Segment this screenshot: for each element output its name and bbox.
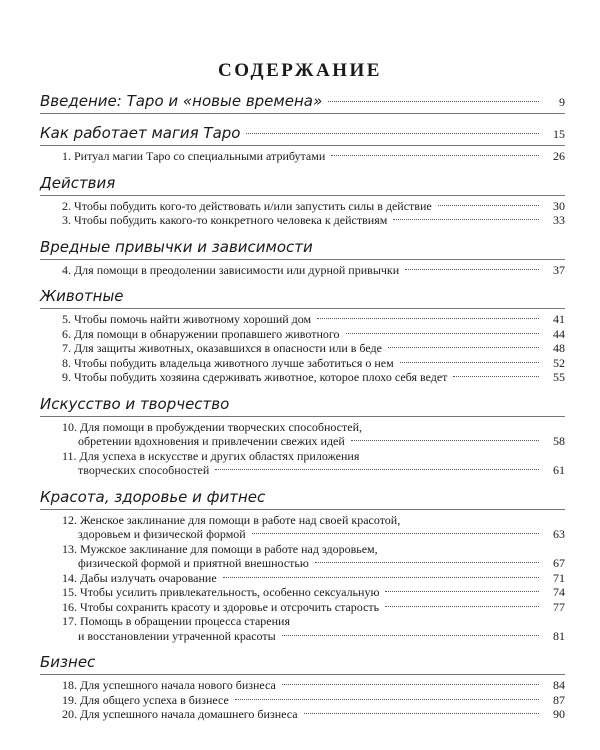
section-heading[interactable] (40, 284, 565, 308)
toc-entry[interactable] (40, 341, 565, 356)
entry-page-number: 87 (553, 692, 565, 707)
entry-label: 13. Мужское заклинание для помощи в работе над здоровьем, (62, 541, 378, 556)
dot-leader (235, 699, 539, 700)
toc-entry[interactable] (40, 199, 565, 214)
entry-page-number: 26 (553, 149, 565, 163)
entry-page-number: 44 (553, 326, 565, 341)
dot-leader (331, 155, 539, 156)
toc-entry[interactable] (40, 614, 565, 643)
section-heading-label: Как работает магия Таро (40, 124, 241, 142)
entry-page-number: 30 (553, 198, 565, 213)
section-heading[interactable] (40, 392, 565, 416)
entry-label: 20. Для успешного начала домашнего бизнеса (62, 707, 298, 721)
toc-section (40, 121, 565, 164)
entry-label: 14. Дабы излучать очарование (62, 570, 217, 585)
entry-label: 10. Для помощи в пробуждении творческих способностей, (62, 419, 362, 434)
toc-section (40, 235, 565, 278)
dot-leader (388, 347, 539, 348)
entry-page-number: 61 (553, 463, 565, 477)
section-heading-label: Действия (40, 173, 116, 192)
dot-leader (282, 635, 539, 636)
entry-page-number: 52 (553, 355, 565, 370)
entry-label: 12. Женское заклинание для помощи в работе над своей красотой, (62, 512, 401, 527)
toc-entry[interactable] (40, 585, 565, 600)
toc-entry[interactable] (40, 370, 565, 385)
section-heading-label: Вредные привычки и зависимости (40, 237, 313, 256)
entry-label: 15. Чтобы усилить привлекательность, особенно сексуальную (62, 585, 380, 599)
dot-leader (385, 606, 539, 607)
entry-line (62, 312, 565, 327)
toc-entry[interactable] (40, 513, 565, 542)
entry-line (62, 263, 565, 278)
toc-entry[interactable] (40, 420, 565, 449)
entry-line (62, 149, 565, 164)
entry-line (62, 341, 565, 356)
entry-line (62, 693, 565, 708)
dot-leader (328, 101, 539, 102)
dot-leader (385, 591, 539, 592)
dot-leader (438, 205, 539, 206)
entry-label: 4. Для помощи в преодолении зависимости или дурной привычки (62, 262, 400, 277)
entry-label: обретении вдохновения и привлечении свежих идей (78, 434, 345, 448)
entry-label: здоровьем и физической формой (78, 527, 246, 541)
toc-section (40, 284, 565, 385)
entry-label: 11. Для успеха в искусстве и других областях приложения (62, 448, 360, 463)
section-heading[interactable] (40, 485, 565, 509)
entry-label: 7. Для защиты животных, оказавшихся в опасности или в беде (62, 341, 382, 355)
entry-page-number: 74 (553, 585, 565, 599)
toc-section (40, 171, 565, 228)
toc-entry[interactable] (40, 693, 565, 708)
toc-entry[interactable] (40, 312, 565, 327)
entry-line (62, 542, 565, 557)
dot-leader (405, 269, 539, 270)
entry-page-number: 81 (553, 628, 565, 643)
dot-leader (223, 577, 539, 578)
entry-page-number: 63 (553, 527, 565, 541)
section-heading-label: Красота, здоровье и фитнес (40, 487, 266, 506)
entry-line (62, 571, 565, 586)
entry-line (62, 449, 565, 464)
toc-entry[interactable] (40, 707, 565, 722)
entry-page-number: 37 (553, 262, 565, 277)
section-rule (40, 416, 565, 417)
toc-entry[interactable] (40, 542, 565, 571)
section-heading-label: Искусство и творчество (40, 394, 230, 413)
entry-line (62, 629, 565, 644)
toc-entry[interactable] (40, 263, 565, 278)
entry-label: 19. Для общего успеха в бизнесе (62, 692, 229, 707)
section-heading[interactable] (40, 235, 565, 259)
dot-leader (315, 562, 539, 563)
section-heading[interactable] (40, 121, 565, 145)
toc-section (40, 392, 565, 478)
entry-page-number: 55 (553, 370, 565, 384)
section-heading[interactable] (40, 171, 565, 195)
entry-line (62, 527, 565, 542)
entry-page-number: 48 (553, 341, 565, 355)
entry-label: 9. Чтобы побудить хозяина сдерживать животное, которое плохо себя ведет (62, 370, 448, 384)
toc-entry[interactable] (40, 600, 565, 615)
section-rule (40, 308, 565, 309)
toc-entry[interactable] (40, 149, 565, 164)
entry-line (62, 585, 565, 600)
entry-line (62, 420, 565, 435)
section-page-number: 15 (553, 127, 565, 141)
entry-line (62, 513, 565, 528)
entry-line (62, 600, 565, 615)
dot-leader (453, 376, 539, 377)
entry-label: 17. Помощь в обращении процесса старения (62, 614, 290, 628)
entry-line (62, 707, 565, 722)
section-heading-label: Животные (40, 287, 124, 305)
entry-page-number: 77 (553, 599, 565, 614)
entry-label: и восстановлении утраченной красоты (78, 628, 276, 643)
entry-label: 3. Чтобы побудить какого-то конкретного человека к действиям (62, 213, 388, 227)
entry-page-number: 90 (553, 707, 565, 721)
entry-line (62, 678, 565, 693)
section-rule (40, 195, 565, 196)
toc-entry[interactable] (40, 327, 565, 342)
entry-line (62, 556, 565, 571)
toc-entry[interactable] (40, 571, 565, 586)
section-heading[interactable] (40, 650, 565, 674)
section-rule (40, 509, 565, 510)
dot-leader (215, 469, 539, 470)
dot-leader (317, 318, 539, 319)
section-rule (40, 145, 565, 146)
entry-label: 16. Чтобы сохранить красоту и здоровье и отсрочить старость (62, 599, 380, 614)
dot-leader (246, 133, 539, 134)
entry-label: 1. Ритуал магии Таро со специальными атрибутами (62, 149, 326, 163)
entry-label: 5. Чтобы помочь найти животному хороший дом (62, 312, 312, 326)
dot-leader (304, 713, 539, 714)
toc-entry[interactable] (40, 213, 565, 228)
section-heading-label: Введение: Таро и «новые времена» (40, 92, 323, 110)
entry-label: 8. Чтобы побудить владельца животного лучше заботиться о нем (62, 355, 394, 370)
section-rule (40, 259, 565, 260)
entry-line (62, 213, 565, 228)
entry-label: 2. Чтобы побудить кого-то действовать и/или запустить силы в действие (62, 198, 432, 213)
entry-line (62, 356, 565, 371)
entry-label: 18. Для успешного начала нового бизнеса (62, 678, 276, 692)
toc-section (40, 485, 565, 644)
entry-line (62, 434, 565, 449)
entry-line (62, 199, 565, 214)
page-title: СОДЕРЖАНИЕ (218, 60, 382, 81)
table-of-contents (40, 89, 565, 722)
section-rule (40, 113, 565, 114)
toc-entry[interactable] (40, 356, 565, 371)
toc-section (40, 89, 565, 114)
dot-leader (252, 533, 539, 534)
dot-leader (400, 362, 539, 363)
section-page-number: 9 (559, 95, 565, 109)
toc-entry[interactable] (40, 449, 565, 478)
entry-page-number: 41 (553, 312, 565, 326)
toc-section (40, 650, 565, 722)
entry-line (62, 614, 565, 629)
section-heading[interactable] (40, 89, 565, 113)
entry-label: творческих способностей (78, 463, 210, 477)
dot-leader (282, 684, 539, 685)
entry-label: 6. Для помощи в обнаружении пропавшего животного (62, 326, 340, 341)
entry-line (62, 327, 565, 342)
entry-page-number: 58 (553, 434, 565, 448)
toc-entry[interactable] (40, 678, 565, 693)
entry-page-number: 33 (553, 213, 565, 227)
section-rule (40, 674, 565, 675)
entry-label: физической формой и приятной внешностью (78, 556, 309, 570)
entry-line (62, 370, 565, 385)
entry-page-number: 71 (553, 570, 565, 585)
dot-leader (393, 219, 539, 220)
section-heading-label: Бизнес (40, 653, 96, 671)
entry-page-number: 67 (553, 556, 565, 570)
dot-leader (346, 333, 539, 334)
dot-leader (351, 440, 539, 441)
entry-page-number: 84 (553, 678, 565, 692)
entry-line (62, 463, 565, 478)
